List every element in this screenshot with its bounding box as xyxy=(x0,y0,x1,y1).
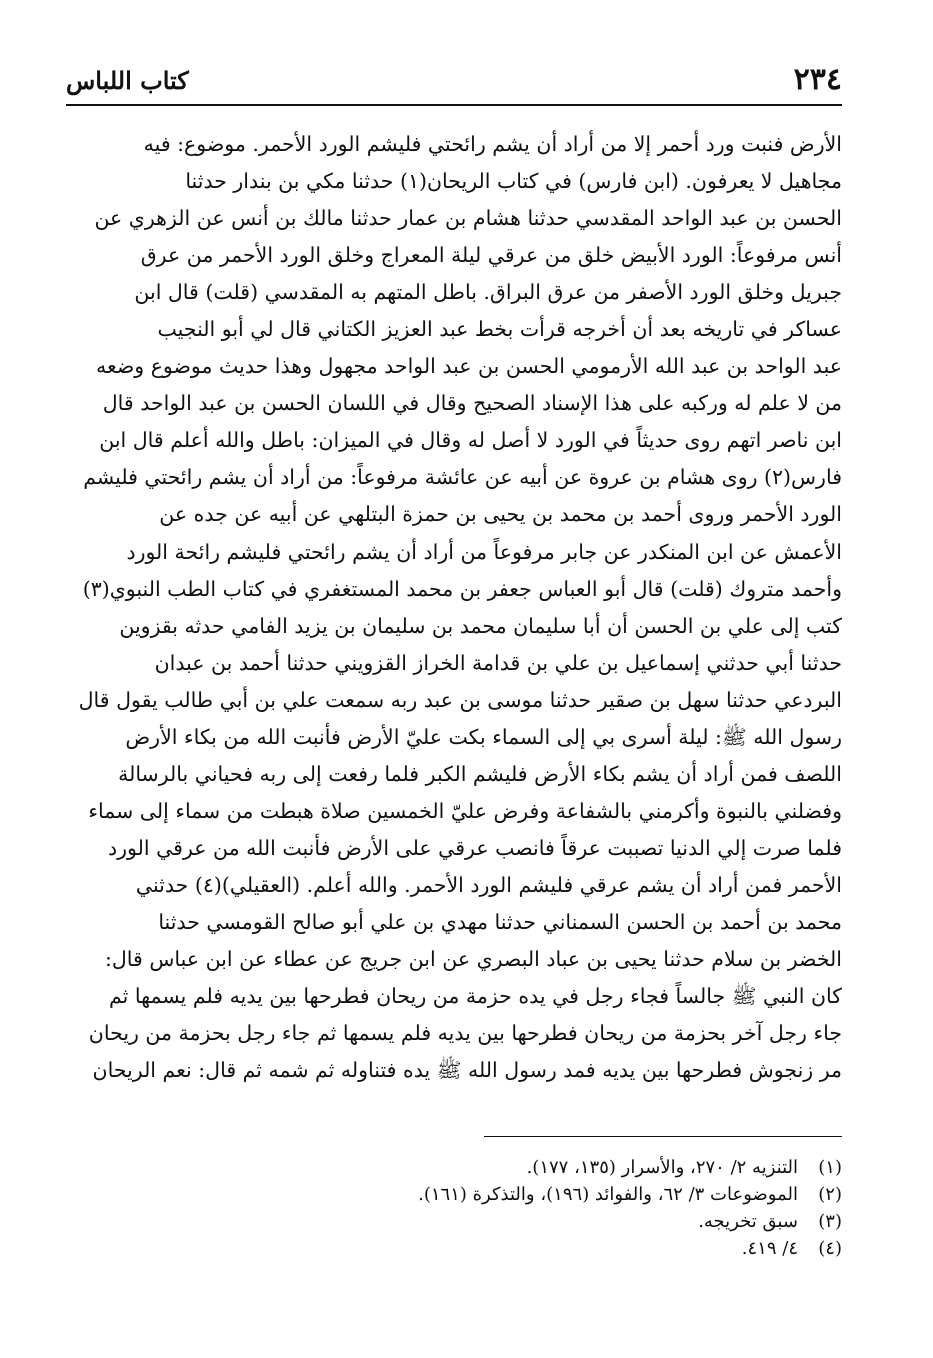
text-line: رسول الله ﷺ: ليلة أسرى بي إلى السماء بكت عليّ الأرض فأنبت الله من بكاء الأرض xyxy=(125,724,842,749)
text-line: وأحمد متروك (قلت) قال أبو العباس جعفر بن محمد المستغفري في كتاب الطب النبوي(٣) xyxy=(82,576,842,601)
text-line: عساكر في تاريخه بعد أن أخرجه قرأت بخط عبد العزيز الكتاني قال لي أبو النجيب xyxy=(157,317,842,342)
footnote xyxy=(66,1235,842,1262)
page-header xyxy=(66,62,842,102)
text-line: مجاهيل لا يعرفون. (ابن فارس) في كتاب الريحان(١) حدثنا مكي بن بندار حدثنا xyxy=(185,169,842,194)
footnote-text: التنزيه ٢/ ٢٧٠، والأسرار (١٣٥، ١٧٧). xyxy=(526,1157,798,1178)
page-number: ٢٣٤ xyxy=(793,62,842,97)
text-line: مر زنجوش فطرحها بين يديه فمد رسول الله ﷺ يده فتناوله ثم شمه ثم قال: نعم الريحان xyxy=(92,1058,842,1083)
footnote-number: (٣) xyxy=(818,1211,842,1232)
text-line: الخضر بن سلام حدثنا يحيى بن عباد البصري عن ابن جريج عن عطاء عن ابن عباس قال: xyxy=(105,947,842,972)
footnote-rule xyxy=(484,1136,842,1137)
footnote xyxy=(66,1154,842,1181)
footnote xyxy=(66,1181,842,1208)
text-line: الحسن بن عبد الواحد المقدسي حدثنا هشام بن عمار حدثنا مالك بن أنس عن الزهري عن xyxy=(94,206,842,231)
text-line: الأعمش عن ابن المنكدر عن جابر مرفوعاً من أراد أن يشم رائحتي فليشم رائحة الورد xyxy=(126,539,842,564)
text-line: ابن ناصر اتهم روى حديثاً في الورد لا أصل له وقال في الميزان: باطل والله أعلم قال ابن xyxy=(99,428,842,453)
text-line: كتب إلى علي بن الحسن أن أبا سليمان محمد بن سليمان بن يزيد الفامي حدثه بقزوين xyxy=(119,613,842,638)
footnote-text: ٤/ ٤١٩. xyxy=(741,1238,798,1259)
text-line: الورد الأحمر وروى أحمد بن محمد بن يحيى بن حمزة البتلهي عن أبيه عن جده عن xyxy=(159,502,842,527)
text-line: محمد بن أحمد بن الحسن السمناني حدثنا مهدي بن علي أبو صالح القومسي حدثنا xyxy=(158,909,842,934)
book-title: كتاب اللباس xyxy=(66,66,189,95)
header-rule xyxy=(66,104,842,106)
footnote-number: (٢) xyxy=(818,1184,842,1205)
footnote xyxy=(66,1208,842,1235)
text-line: فلما صرت إلي الدنيا تصببت عرقاً فانصب عرقي على الأرض فأنبت الله من عرقي الورد xyxy=(108,835,842,860)
text-line: جاء رجل آخر بحزمة من ريحان فطرحها بين يديه فلم يسمها ثم جاء رجل بحزمة من ريحان xyxy=(88,1021,842,1046)
text-line: حدثنا أبي حدثني إسماعيل بن علي بن قدامة الخراز القزويني حدثنا أحمد بن عبدان xyxy=(154,650,842,675)
body-text xyxy=(66,126,842,1089)
text-line: الأرض فنبت ورد أحمر إلا من أراد أن يشم رائحتي فليشم الورد الأحمر. موضوع: فيه xyxy=(143,132,842,156)
text-line: عبد الواحد بن عبد الله الأرمومي الحسن بن عبد الواحد مجهول وهذا حديث موضوع وضعه xyxy=(96,354,842,379)
text-line: كان النبي ﷺ جالساً فجاء رجل في يده حزمة من ريحان فطرحها بين يديه فلم يسمها ثم xyxy=(108,984,842,1009)
text-line: فارس(٢) روى هشام بن عروة عن أبيه عن عائشة مرفوعاً: من أراد أن يشم رائحتي فليشم xyxy=(83,465,842,490)
footnotes xyxy=(66,1154,842,1262)
text-line: وفضلني بالنبوة وأكرمني بالشفاعة وفرض عليّ الخمسين صلاة هبطت من سماء إلى سماء xyxy=(88,798,842,823)
text-line: اللصف فمن أراد أن يشم بكاء الأرض فليشم الكبر فلما رفعت إلى ربه فحياني بالرسالة xyxy=(118,761,842,786)
text-line: الأحمر فمن أراد أن يشم عرقي فليشم الورد الأحمر. والله أعلم. (العقيلي)(٤) حدثني xyxy=(135,872,842,897)
footnote-text: الموضوعات ٣/ ٦٢، والفوائد (١٩٦)، والتذكرة (١٦١). xyxy=(418,1184,798,1205)
footnote-text: سبق تخريجه. xyxy=(698,1211,798,1232)
footnote-number: (٤) xyxy=(818,1238,842,1259)
footnote-number: (١) xyxy=(818,1157,842,1178)
text-line: جبريل وخلق الورد الأصفر من عرق البراق. باطل المتهم به المقدسي (قلت) قال ابن xyxy=(134,280,842,305)
text-line: أنس مرفوعاً: الورد الأبيض خلق من عرقي ليلة المعراج وخلق الورد الأحمر من عرق xyxy=(140,243,842,268)
text-line: البردعي حدثنا سهل بن صقير حدثنا موسى بن عبد ربه سمعت علي بن أبي طالب يقول قال xyxy=(78,687,842,712)
text-line: من لا علم له وركبه على هذا الإسناد الصحيح وقال في اللسان الحسن بن عبد الواحد قال xyxy=(102,391,842,416)
